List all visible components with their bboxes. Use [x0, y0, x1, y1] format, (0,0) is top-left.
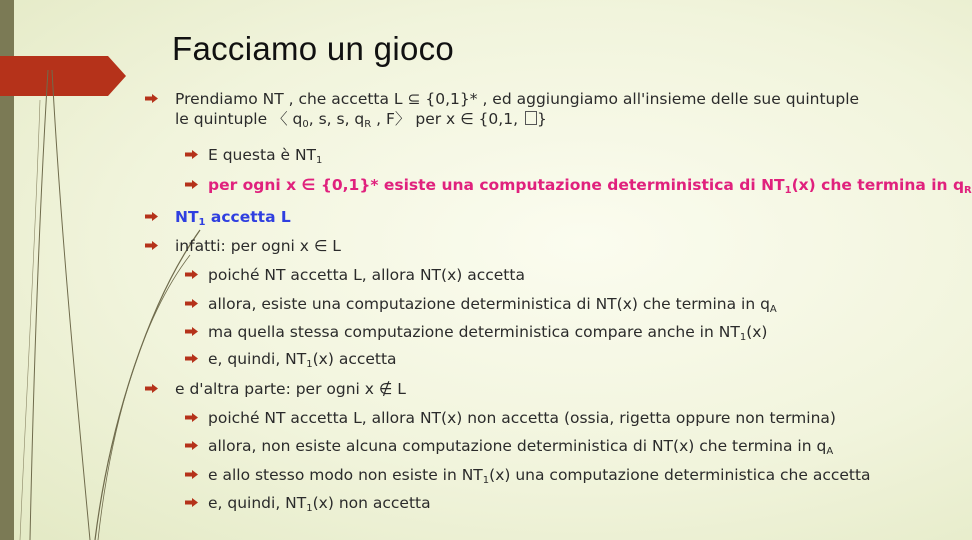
subscript: 1 [306, 359, 313, 370]
bullet-text [208, 350, 397, 368]
bullet-text [208, 437, 833, 455]
text-segment: allora, non esiste alcuna computazione deterministica di NT(x) che termina in q [208, 437, 827, 455]
bullet-item [140, 378, 406, 400]
bullet-text [208, 494, 431, 512]
bullet-item [185, 435, 833, 463]
bullet-text [208, 146, 322, 164]
subscript: 1 [198, 217, 206, 228]
bullet-item [185, 464, 871, 492]
bullet-text [208, 295, 777, 313]
arrow-bullet-icon [185, 354, 198, 363]
text-segment: poiché NT accetta L, allora NT(x) accetta [208, 266, 525, 284]
slide-title: Facciamo un gioco [172, 30, 455, 67]
text-segment: ma quella stessa computazione deterministica compare anche in NT [208, 323, 740, 341]
text-segment: , s, s, q [308, 110, 365, 128]
text-segment: allora, esiste una computazione deterministica di NT(x) che termina in q [208, 295, 770, 313]
bullet-item [185, 293, 777, 321]
text-segment: per ogni x ∈ {0,1}* esiste una computazione deterministica di NT [208, 176, 785, 194]
bullet-text [208, 266, 525, 284]
subscript: R [364, 119, 372, 130]
arrow-bullet-icon [185, 441, 198, 450]
subscript: 1 [482, 475, 490, 486]
text-segment: le quintuple 〈 q [175, 110, 303, 128]
text-segment: poiché NT accetta L, allora NT(x) non accetta (ossia, rigetta oppure non termina) [208, 409, 836, 427]
bullet-text [208, 466, 871, 484]
text-segment: e, quindi, NT [208, 350, 307, 368]
bullet-text [175, 380, 406, 398]
bullet-item [140, 206, 291, 234]
blank-symbol-icon [525, 111, 537, 125]
subscript: 1 [306, 503, 313, 514]
bullet-text [208, 176, 972, 194]
arrow-bullet-icon [185, 498, 198, 507]
bullet-item [140, 88, 859, 110]
bullet-item [185, 407, 836, 429]
arrow-bullet-icon [185, 327, 198, 336]
subscript: 0 [302, 119, 309, 130]
subscript: 1 [784, 185, 792, 196]
bullet-item [140, 108, 547, 136]
arrow-bullet-icon [185, 270, 198, 279]
bullet-text [208, 323, 767, 341]
text-segment: infatti: per ogni x ∈ L [175, 237, 341, 255]
text-segment: accetta L [205, 208, 291, 226]
text-segment: (x) [746, 323, 768, 341]
bullet-text [208, 409, 836, 427]
arrow-bullet-icon [145, 241, 158, 250]
arrow-bullet-icon [185, 299, 198, 308]
bullet-item [185, 492, 431, 520]
bullet-text [175, 110, 547, 128]
arrow-bullet-icon [185, 180, 198, 189]
subscript: 1 [739, 332, 747, 343]
text-segment: e, quindi, NT [208, 494, 307, 512]
subscript: A [826, 446, 834, 457]
text-segment: (x) non accetta [312, 494, 431, 512]
bullet-item [185, 321, 767, 349]
bullet-text [175, 208, 291, 226]
bullet-text [175, 237, 341, 255]
arrow-bullet-icon [145, 212, 158, 221]
arrow-bullet-icon [185, 470, 198, 479]
subscript: A [769, 304, 777, 315]
text-segment: (x) accetta [312, 350, 397, 368]
arrow-bullet-icon [185, 413, 198, 422]
subscript: 1 [316, 155, 323, 166]
bullet-item [185, 174, 972, 202]
bullet-text [175, 90, 859, 108]
subscript: R [964, 185, 972, 196]
bullet-item [185, 348, 397, 376]
text-segment: } [536, 110, 547, 128]
text-segment: e allo stesso modo non esiste in NT [208, 466, 483, 484]
bullet-item [185, 264, 525, 286]
text-segment: , F〉 per x ∈ {0,1, [371, 110, 523, 128]
bullet-item [140, 235, 341, 257]
arrow-bullet-icon [185, 150, 198, 159]
text-segment: E questa è NT [208, 146, 317, 164]
arrow-bullet-icon [145, 384, 158, 393]
text-segment: (x) una computazione deterministica che accetta [489, 466, 871, 484]
text-segment: NT [175, 208, 199, 226]
text-segment: e d'altra parte: per ogni x ∉ L [175, 380, 406, 398]
bullet-item [185, 144, 322, 172]
text-segment: (x) che termina in q [791, 176, 965, 194]
text-segment: Prendiamo NT , che accetta L ⊆ {0,1}* , ed aggiungiamo all'insieme delle sue quintuple [175, 90, 860, 108]
arrow-bullet-icon [145, 94, 158, 103]
